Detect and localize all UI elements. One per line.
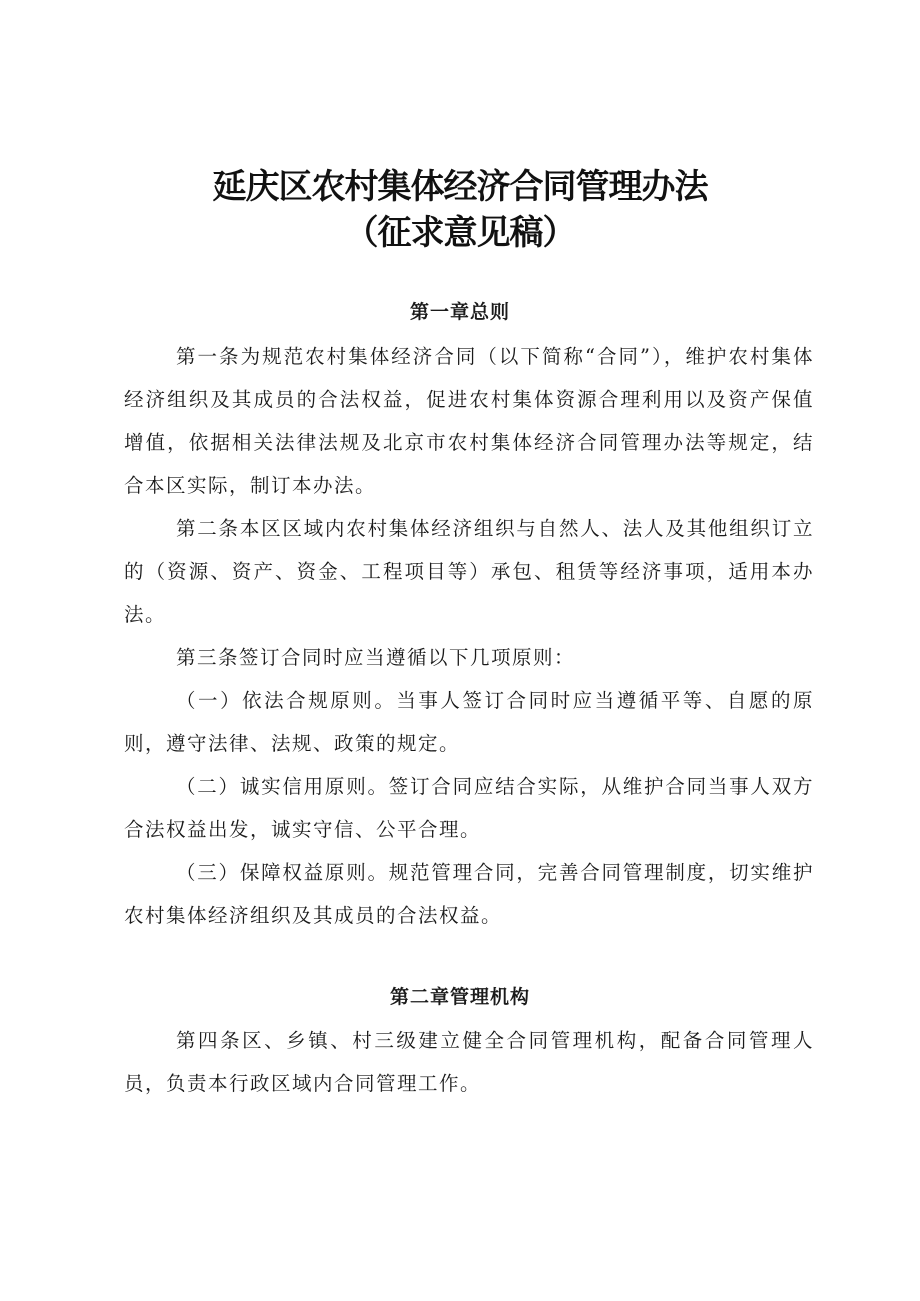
article-2: 第二条本区区域内农村集体经济组织与自然人、法人及其他组织订立的（资源、资产、资金、工程项目等）承包、租赁等经济事项，适用本办法。	[124, 517, 814, 626]
document-title: 延庆区农村集体经济合同管理办法	[212, 167, 708, 207]
article-3-item-3: （三）保障权益原则。规范管理合同，完善合同管理制度，切实维护农村集体经济组织及其成员的合法权益。	[124, 861, 814, 927]
article-1: 第一条为规范农村集体经济合同（以下简称“合同”），维护农村集体经济组织及其成员的合法权益，促进农村集体资源合理利用以及资产保值增值，依据相关法律法规及北京市农村集体经济合同管理办法等规定，结合本区实际，制订本办法。	[124, 345, 814, 497]
article-3: 第三条签订合同时应当遵循以下几项原则：	[176, 646, 576, 669]
chapter-1-heading: 第一章总则	[409, 301, 510, 323]
document-subtitle: （征求意见稿）	[344, 213, 576, 253]
article-3-item-1: （一）依法合规原则。当事人签订合同时应当遵循平等、自愿的原则，遵守法律、法规、政策的规定。	[124, 689, 814, 755]
chapter-2-heading: 第二章管理机构	[389, 986, 530, 1008]
article-4: 第四条区、乡镇、村三级建立健全合同管理机构，配备合同管理人员，负责本行政区域内合同管理工作。	[124, 1029, 814, 1095]
article-3-item-2: （二）诚实信用原则。签订合同应结合实际，从维护合同当事人双方合法权益出发，诚实守信、公平合理。	[124, 775, 814, 841]
